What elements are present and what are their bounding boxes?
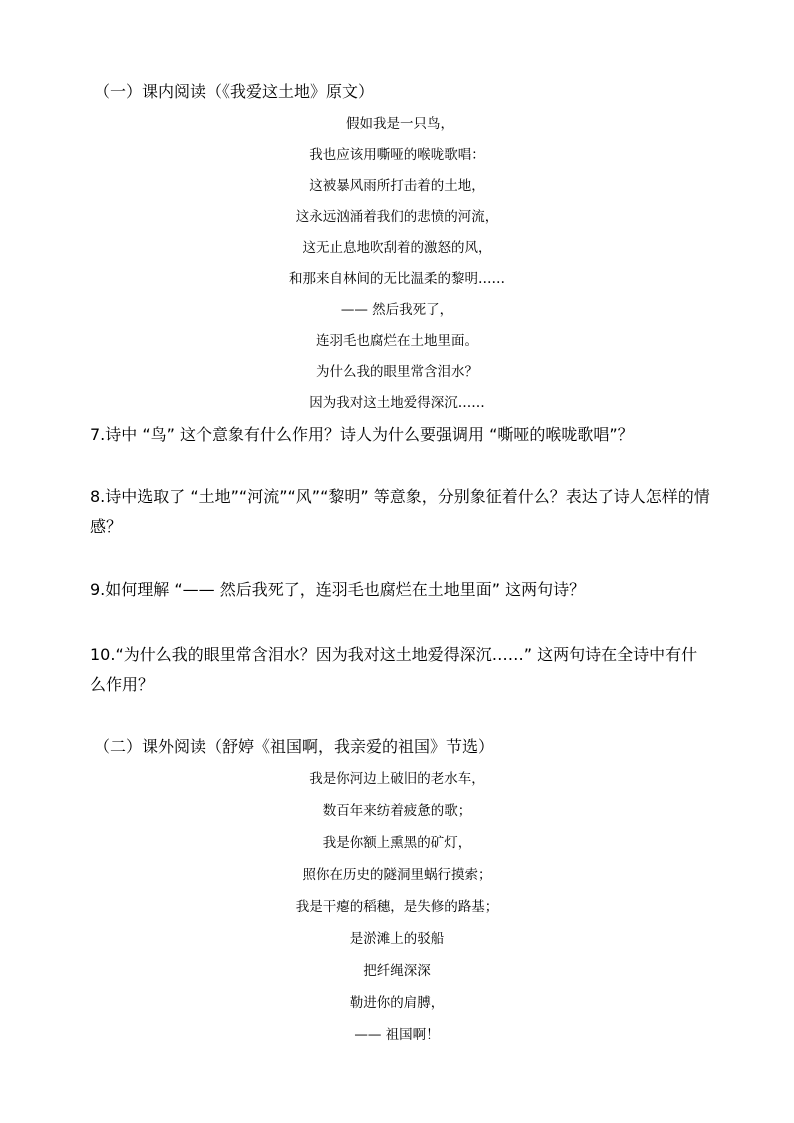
poem2-line-7: 把纤绳深深 <box>363 963 431 979</box>
poem2-line-3: 我是你额上熏黑的矿灯， <box>322 835 472 851</box>
poem2-line-1: 我是你河边上破旧的老水车， <box>309 771 485 787</box>
poem1-line-3: 这被暴风雨所打击着的土地， <box>309 178 485 194</box>
poem2-line-2: 数百年来纺着疲惫的歌； <box>322 803 472 819</box>
question-7: 7.诗中 “鸟” 这个意象有什么作用？诗人为什么要强调用 “嘶哑的喉咙歌唱”？ <box>90 425 634 444</box>
poem1-line-10: 因为我对这土地爱得深沉…… <box>309 395 485 411</box>
poem1-line-7: —— 然后我死了， <box>340 302 454 318</box>
poem1-line-2: 我也应该用嘶哑的喉咙歌唱： <box>309 147 485 163</box>
section2-heading: （二）课外阅读（舒婷《祖国啊，我亲爱的祖国》节选） <box>94 737 495 756</box>
poem1-line-5: 这无止息地吹刮着的激怒的风， <box>302 240 492 256</box>
poem2-line-9: —— 祖国啊！ <box>354 1027 440 1043</box>
question-8: 8.诗中选取了 “土地”“河流”“风”“黎明” 等意象，分别象征着什么？表达了诗人怎样的情感？ <box>90 487 710 536</box>
poem1-line-6: 和那来自林间的无比温柔的黎明…… <box>289 271 505 287</box>
poem1-line-9: 为什么我的眼里常含泪水？ <box>316 364 478 380</box>
poem2-line-5: 我是干瘪的稻穗，是失修的路基； <box>295 899 499 915</box>
poem1-line-4: 这永远汹涌着我们的悲愤的河流， <box>295 209 499 225</box>
poem1-line-1: 假如我是一只鸟， <box>346 116 454 132</box>
question-9: 9.如何理解 “—— 然后我死了，连羽毛也腐烂在土地里面” 这两句诗？ <box>90 580 586 599</box>
poem1-line-8: 连羽毛也腐烂在土地里面。 <box>316 333 478 349</box>
poem2-line-6: 是淤滩上的驳船 <box>349 931 445 947</box>
poem2-line-4: 照你在历史的隧洞里蜗行摸索； <box>302 867 492 883</box>
poem2-line-8: 勒进你的肩膊， <box>349 995 445 1011</box>
question-10: 10.“为什么我的眼里常含泪水？因为我对这土地爱得深沉……” 这两句诗在全诗中有什么作用？ <box>90 645 698 694</box>
section1-heading: （一）课内阅读（《我爱这土地》原文） <box>94 82 375 101</box>
